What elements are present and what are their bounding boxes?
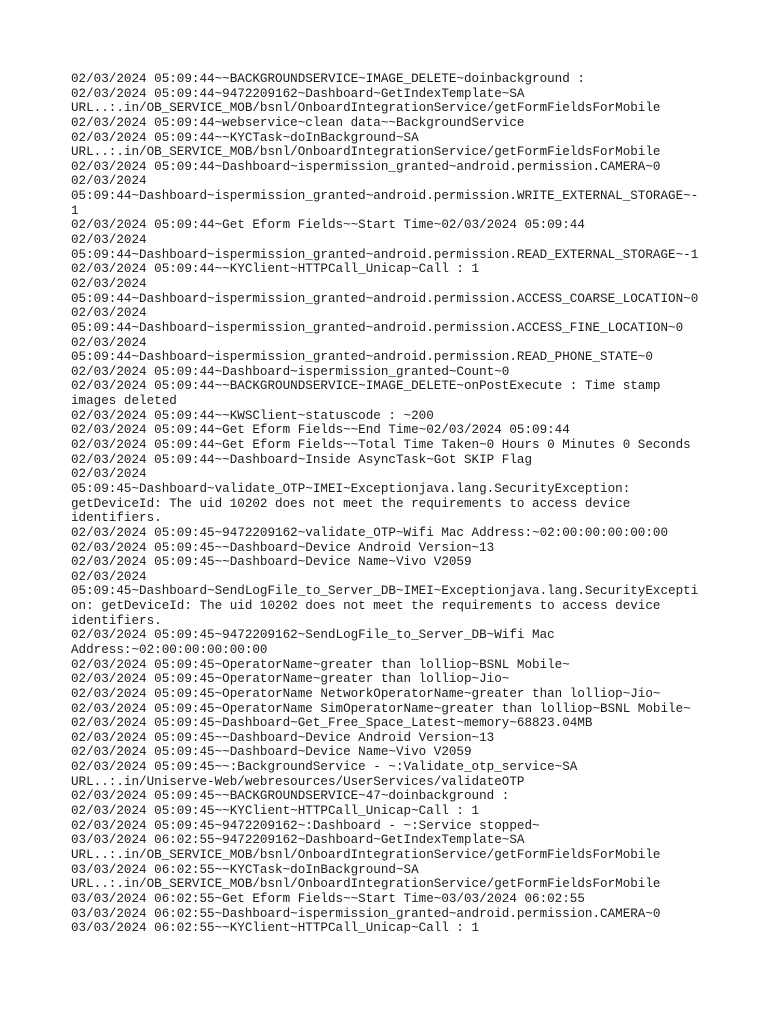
log-line: 05:09:45~Dashboard~validate_OTP~IMEI~Exceptionjava.lang.SecurityException: xyxy=(71,481,631,496)
log-line: 03/03/2024 06:02:55~~KYClient~HTTPCall_Unicap~Call : 1 xyxy=(71,921,480,936)
log-line: 03/03/2024 06:02:55~Dashboard~ispermission_granted~android.permission.CAMERA~0 xyxy=(71,906,661,921)
log-line: 02/03/2024 xyxy=(71,569,147,584)
log-text-body xyxy=(71,72,703,936)
log-line: 02/03/2024 05:09:45~Dashboard~Get_Free_Space_Latest~memory~68823.04MB xyxy=(71,716,593,731)
log-line: 02/03/2024 05:09:45~~:BackgroundService - ~:Validate_otp_service~SA xyxy=(71,760,578,775)
log-line: URL..:.in/Uniserve-Web/webresources/UserServices/validateOTP xyxy=(71,774,525,789)
log-line: URL..:.in/OB_SERVICE_MOB/bsnl/OnboardIntegrationService/getFormFieldsForMobile xyxy=(71,145,661,160)
log-line: 02/03/2024 05:09:45~9472209162~:Dashboard - ~:Service stopped~ xyxy=(71,818,540,833)
log-line: 02/03/2024 05:09:45~OperatorName~greater than lolliop~Jio~ xyxy=(71,672,510,687)
log-line: 02/03/2024 xyxy=(71,276,147,291)
log-line: 02/03/2024 05:09:45~9472209162~validate_OTP~Wifi Mac Address:~02:00:00:00:00:00 xyxy=(71,525,669,540)
log-line: 02/03/2024 05:09:44~Get Eform Fields~~Total Time Taken~0 Hours 0 Minutes 0 Seconds xyxy=(71,438,691,453)
log-line: URL..:.in/OB_SERVICE_MOB/bsnl/OnboardIntegrationService/getFormFieldsForMobile xyxy=(71,101,661,116)
log-line: 03/03/2024 06:02:55~~KYCTask~doInBackground~SA xyxy=(71,862,419,877)
log-line: 02/03/2024 05:09:45~~Dashboard~Device Android Version~13 xyxy=(71,730,495,745)
log-line: 1 xyxy=(71,203,79,218)
log-line: 02/03/2024 05:09:44~Get Eform Fields~~End Time~02/03/2024 05:09:44 xyxy=(71,423,570,438)
log-line: 05:09:44~Dashboard~ispermission_granted~android.permission.READ_EXTERNAL_STORAGE~-1 xyxy=(71,247,699,262)
log-line: 02/03/2024 05:09:45~OperatorName NetworkOperatorName~greater than lolliop~Jio~ xyxy=(71,686,661,701)
log-line: on: getDeviceId: The uid 10202 does not meet the requirements to access device xyxy=(71,599,661,614)
log-line: 05:09:44~Dashboard~ispermission_granted~android.permission.READ_PHONE_STATE~0 xyxy=(71,350,653,365)
log-line: 03/03/2024 06:02:55~9472209162~Dashboard~GetIndexTemplate~SA xyxy=(71,833,525,848)
log-line: 02/03/2024 05:09:45~9472209162~SendLogFile_to_Server_DB~Wifi Mac xyxy=(71,628,555,643)
log-line: 05:09:44~Dashboard~ispermission_granted~android.permission.ACCESS_COARSE_LOCATION~0 xyxy=(71,291,699,306)
log-line: URL..:.in/OB_SERVICE_MOB/bsnl/OnboardIntegrationService/getFormFieldsForMobile xyxy=(71,847,661,862)
log-line: identifiers. xyxy=(71,511,162,526)
log-line: 02/03/2024 xyxy=(71,306,147,321)
log-line: 02/03/2024 05:09:44~9472209162~Dashboard~GetIndexTemplate~SA xyxy=(71,86,525,101)
log-line: URL..:.in/OB_SERVICE_MOB/bsnl/OnboardIntegrationService/getFormFieldsForMobile xyxy=(71,877,661,892)
log-line: 02/03/2024 05:09:45~~BACKGROUNDSERVICE~47~doinbackground : xyxy=(71,789,510,804)
log-line: 02/03/2024 05:09:44~~KYClient~HTTPCall_Unicap~Call : 1 xyxy=(71,262,480,277)
log-line: 02/03/2024 05:09:45~OperatorName~greater than lolliop~BSNL Mobile~ xyxy=(71,657,570,672)
log-line: 02/03/2024 xyxy=(71,174,147,189)
log-line: 03/03/2024 06:02:55~Get Eform Fields~~Start Time~03/03/2024 06:02:55 xyxy=(71,891,585,906)
log-line: 02/03/2024 05:09:44~~BACKGROUNDSERVICE~IMAGE_DELETE~onPostExecute : Time stamp xyxy=(71,379,661,394)
log-line: 02/03/2024 05:09:45~~Dashboard~Device Name~Vivo V2059 xyxy=(71,555,472,570)
log-line: 02/03/2024 xyxy=(71,467,147,482)
log-line: 02/03/2024 05:09:45~~Dashboard~Device Name~Vivo V2059 xyxy=(71,745,472,760)
log-line: 02/03/2024 05:09:44~~KYCTask~doInBackground~SA xyxy=(71,130,419,145)
log-line: identifiers. xyxy=(71,613,162,628)
log-line: 02/03/2024 05:09:44~~BACKGROUNDSERVICE~IMAGE_DELETE~doinbackground : xyxy=(71,72,585,86)
log-line: 02/03/2024 05:09:45~~KYClient~HTTPCall_Unicap~Call : 1 xyxy=(71,804,480,819)
log-line: 02/03/2024 05:09:44~~KWSClient~statuscode : ~200 xyxy=(71,408,434,423)
log-line: 02/03/2024 05:09:44~webservice~clean data~~BackgroundService xyxy=(71,115,525,130)
log-line: 05:09:44~Dashboard~ispermission_granted~android.permission.ACCESS_FINE_LOCATION~0 xyxy=(71,320,684,335)
log-line: images deleted xyxy=(71,394,177,409)
log-line: 02/03/2024 xyxy=(71,233,147,248)
log-line: 02/03/2024 05:09:45~~Dashboard~Device Android Version~13 xyxy=(71,540,495,555)
log-line: getDeviceId: The uid 10202 does not meet the requirements to access device xyxy=(71,496,631,511)
log-line: Address:~02:00:00:00:00:00 xyxy=(71,642,268,657)
log-line: 02/03/2024 05:09:44~Dashboard~ispermission_granted~android.permission.CAMERA~0 xyxy=(71,159,661,174)
log-line: 05:09:44~Dashboard~ispermission_granted~android.permission.WRITE_EXTERNAL_STORAGE~- xyxy=(71,189,699,204)
log-line: 05:09:45~Dashboard~SendLogFile_to_Server_DB~IMEI~Exceptionjava.lang.SecurityExcepti xyxy=(71,584,699,599)
log-line: 02/03/2024 05:09:44~~Dashboard~Inside AsyncTask~Got SKIP Flag xyxy=(71,452,533,467)
log-line: 02/03/2024 05:09:45~OperatorName SimOperatorName~greater than lolliop~BSNL Mobile~ xyxy=(71,701,691,716)
log-line: 02/03/2024 xyxy=(71,335,147,350)
log-line: 02/03/2024 05:09:44~Get Eform Fields~~Start Time~02/03/2024 05:09:44 xyxy=(71,218,585,233)
log-line: 02/03/2024 05:09:44~Dashboard~ispermission_granted~Count~0 xyxy=(71,364,510,379)
